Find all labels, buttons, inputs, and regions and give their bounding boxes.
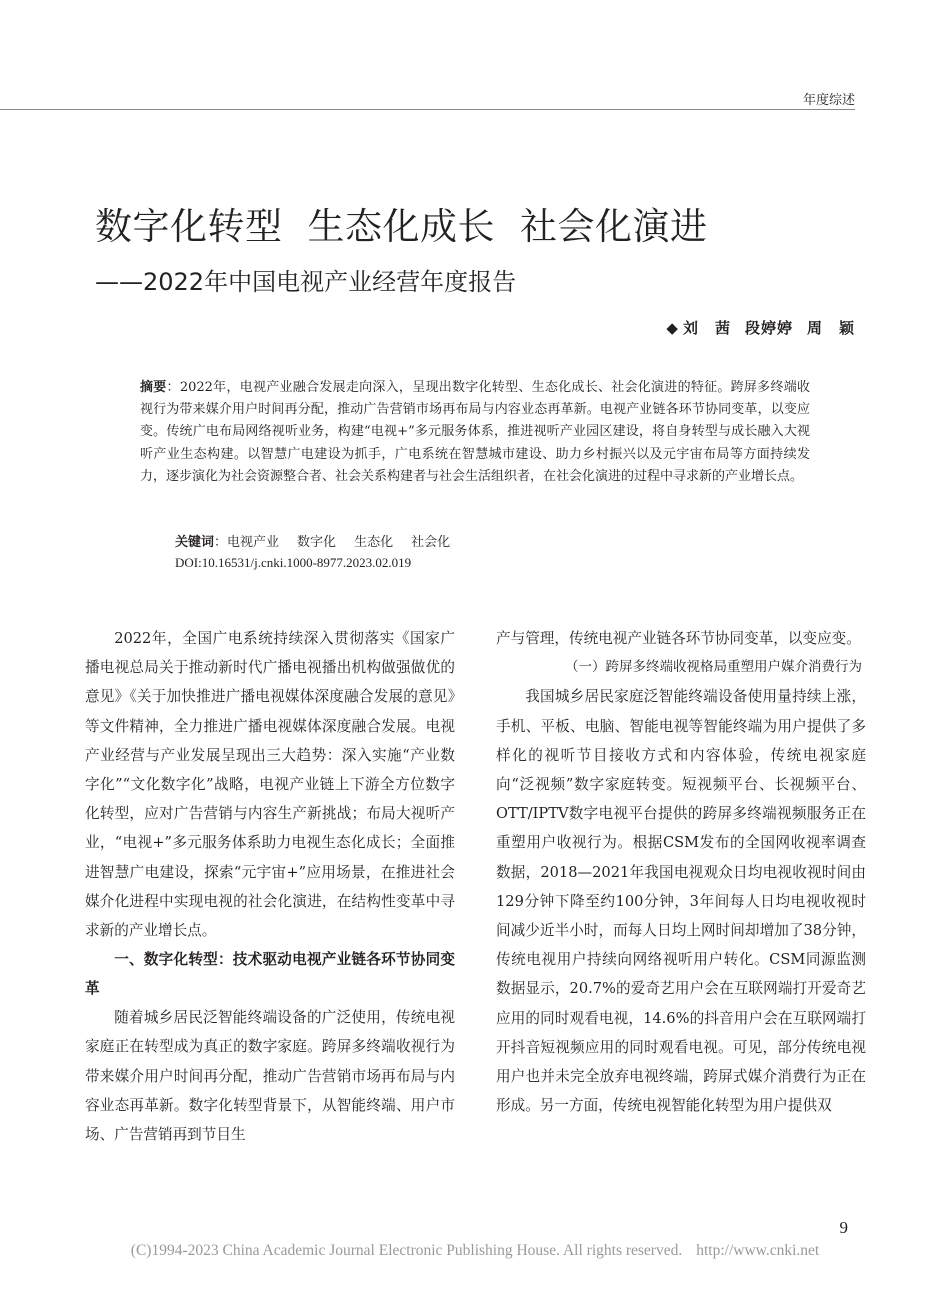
keyword: 生态化 [354,535,394,550]
body-paragraph: 2022年，全国广电系统持续深入贯彻落实《国家广播电视总局关于推动新时代广播电视播出机构做强做优的意见》《关于加快推进广播电视媒体深度融合发展的意见》等文件精神，全力推进广播电视媒体深度融合发展。电视产业经营与产业发展呈现出三大趋势：深入实施“产业数字化”“文化数字化”战略，电视产业链上下游全方位数字化转型，应对广告营销与内容生产新挑战；布局大视听产业，“电视+”多元服务体系助力电视生态化成长；全面推进智慧广电建设，探索“元宇宙+”应用场景，在推进社会媒介化进程中实现电视的社会化演进，在结构性变革中寻求新的产业增长点。 [85,630,455,940]
title-part: 社会化演进 [520,205,708,248]
author-line [666,317,855,338]
title-part: 数字化转型 [95,205,283,248]
subsection-heading: （一）跨屏多终端收视格局重塑用户媒介消费行为 [565,659,862,676]
copyright-text: (C)1994-2023 China Academic Journal Electronic Publishing House. All rights reserved. [130,1242,683,1259]
section-heading: 一、数字化转型：技术驱动电视产业链各环节协同变革 [85,951,455,998]
header-rule [0,109,855,110]
article-title [95,196,708,250]
keyword: 电视产业 [227,535,280,550]
keyword: 数字化 [297,535,337,550]
article-subtitle: ——2022年中国电视产业经营年度报告 [95,268,517,296]
footer-url[interactable]: http://www.cnki.net [696,1242,820,1259]
title-part: 生态化成长 [307,205,495,248]
abstract [140,377,810,488]
keywords [175,531,468,550]
body-paragraph: 我国城乡居民家庭泛智能终端设备使用量持续上涨，手机、平板、电脑、智能电视等智能终端为用户提供了多样化的视听节目接收方式和内容体验，传统电视家庭向“泛视频”数字家庭转变。短视频平台、长视频平台、OTT/IPTV数字电视平台提供的跨屏多终端视频服务正在重塑用户收视行为。根据CSM发布的全国网收视率调查数据，2018—2021年我国电视观众日均电视收视时间由129分钟下降至约100分钟，3年间每人日均电视收视时间减少近半小时，而每人日均上网时间却增加了38分钟，传统电视用户持续向网络视听用户转化。CSM同源监测数据显示，20.7%的爱奇艺用户会在互联网端打开爱奇艺应用的同时观看电视，14.6%的抖音用户会在互联网端打开抖音短视频应用的同时观看电视。可见，部分传统电视用户也并未完全放弃电视终端，跨屏式媒介消费行为正在形成。另一方面，传统电视智能化转型为用户提供双 [496,688,866,1115]
keyword: 社会化 [411,535,451,550]
body-paragraph: 随着城乡居民泛智能终端设备的广泛使用，传统电视家庭正在转型成为真正的数字家庭。跨屏多终端收视行为带来媒介用户时间再分配，推动广告营销市场再布局与内容业态再革新。数字化转型背景下，从智能终端、用户市场、广告营销再到节目生 [85,1009,455,1144]
keywords-separator: ： [214,535,228,550]
diamond-icon: ◆ [666,319,679,337]
section-label: 年度综述 [802,93,855,108]
page-number: 9 [839,1218,848,1237]
author-name: 周 颖 [806,319,855,337]
author-name: 刘 茜 [682,319,731,337]
body-column-right [496,624,866,1120]
body-paragraph: 产与管理，传统电视产业链各环节协同变革，以变应变。 [496,630,861,647]
abstract-text: ：2022年，电视产业融合发展走向深入，呈现出数字化转型、生态化成长、社会化演进的特征。跨屏多终端收视行为带来媒介用户时间再分配，推动广告营销市场再布局与内容业态再革新。电视产业链各环节协同变革，以变应变。传统广电布局网络视听业务，构建“电视+”多元服务体系，推进视听产业园区建设，将自身转型与成长融入大视听产业生态构建。以智慧广电建设为抓手，广电系统在智慧城市建设、助力乡村振兴以及元宇宙布局等方面持续发力，逐步演化为社会资源整合者、社会关系构建者与社会生活组织者，在社会化演进的过程中寻求新的产业增长点。 [140,380,810,484]
abstract-label: 摘要 [140,380,167,395]
author-name: 段婷婷 [744,319,793,337]
copyright-footer [0,1242,950,1260]
keywords-label: 关键词 [175,535,215,550]
body-column-left [85,624,455,1149]
doi: DOI:10.16531/j.cnki.1000-8977.2023.02.019 [175,555,412,570]
